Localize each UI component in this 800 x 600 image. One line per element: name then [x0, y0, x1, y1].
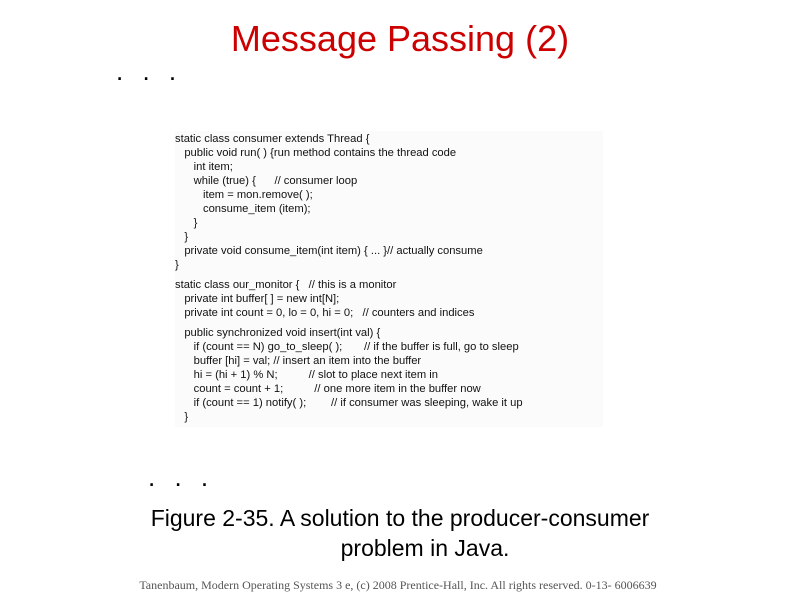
code-line: count = count + 1; // one more item in the buffer now: [175, 383, 481, 395]
code-line: if (count == N) go_to_sleep( ); // if the buffer is full, go to sleep: [175, 341, 519, 353]
slide-title: [0, 18, 800, 60]
code-line: while (true) { // consumer loop: [175, 175, 358, 187]
code-line: }: [175, 217, 198, 229]
code-line: private int count = 0, lo = 0, hi = 0; // counters and indices: [175, 307, 475, 319]
code-line: static class our_monitor { // this is a monitor: [175, 279, 397, 291]
code-line: private void consume_item(int item) { ... }// actually consume: [175, 245, 483, 257]
code-line: }: [175, 231, 189, 243]
code-line: }: [175, 259, 179, 271]
code-line: public void run( ) {run method contains the thread code: [175, 147, 457, 159]
caption-line-1: Figure 2-35. A solution to the producer-consumer: [150, 505, 650, 531]
top-ellipsis: . . .: [116, 56, 183, 86]
figure-caption: [0, 503, 800, 563]
code-line: item = mon.remove( );: [175, 189, 313, 201]
code-line: int item;: [175, 161, 233, 173]
copyright-footer: [0, 578, 800, 593]
code-line: private int buffer[ ] = new int[N];: [175, 293, 340, 305]
code-line: }: [175, 411, 189, 423]
code-line: hi = (hi + 1) % N; // slot to place next item in: [175, 369, 439, 381]
bottom-ellipsis: . . .: [148, 462, 215, 492]
copyright-text: Tanenbaum, Modern Operating Systems 3 e, (c) 2008 Prentice-Hall, Inc. All rights reserved. 0-13- 6006639: [139, 578, 657, 592]
code-line: consume_item (item);: [175, 203, 311, 215]
code-figure: [175, 131, 603, 427]
slide-title-text: Message Passing (2): [230, 18, 570, 59]
code-line: buffer [hi] = val; // insert an item into the buffer: [175, 355, 422, 367]
code-line: if (count == 1) notify( ); // if consumer was sleeping, wake it up: [175, 397, 523, 409]
code-line: public synchronized void insert(int val) {: [175, 327, 381, 339]
code-line: static class consumer extends Thread {: [175, 133, 370, 145]
caption-line-2: problem in Java.: [340, 535, 510, 561]
